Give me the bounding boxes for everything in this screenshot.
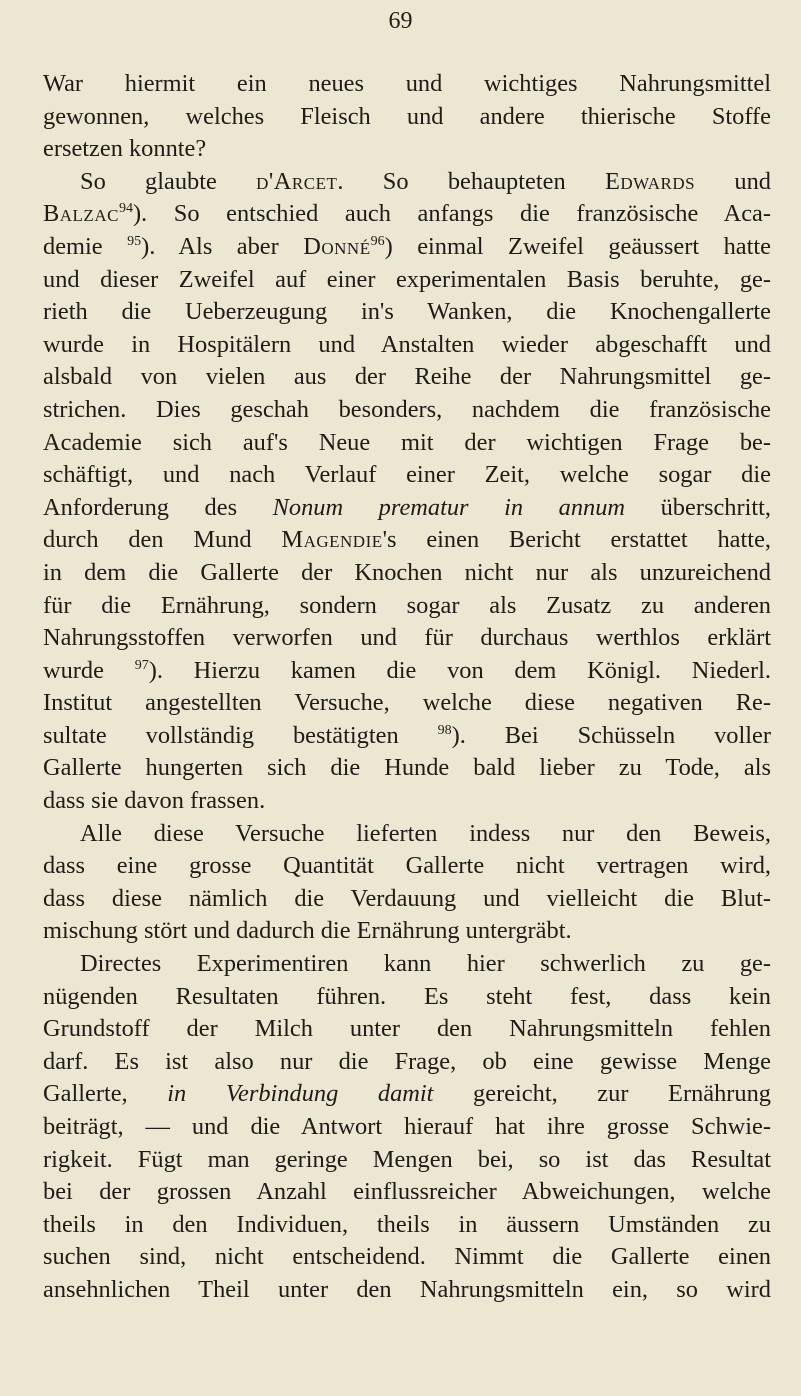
text-segment: und dieser Zweifel auf einer experimentalen Basis beruhte, ge-: [43, 265, 771, 293]
text-line: [43, 1241, 771, 1274]
text-line: [43, 329, 771, 362]
text-segment: strichen. Dies geschah besonders, nachdem die französische: [43, 395, 771, 423]
text-line: [43, 1209, 771, 1242]
text-line: [43, 459, 771, 492]
text-segment: ). Als aber: [141, 232, 304, 260]
text-segment: dass eine grosse Quantität Gallerte nicht vertragen wird,: [43, 852, 771, 880]
text-segment: Institut angestellten Versuche, welche diese negativen Re-: [43, 689, 771, 717]
body-text: [43, 68, 771, 1307]
author-name: d'Arcet: [256, 167, 338, 195]
text-segment: alsbald von vielen aus der Reihe der Nahrungsmittel ge-: [43, 363, 771, 391]
text-line: [43, 752, 771, 785]
text-segment: suchen sind, nicht entscheidend. Nimmt die Gallerte einen: [43, 1243, 771, 1271]
text-line: [43, 101, 771, 134]
footnote-ref: 97: [134, 657, 149, 673]
text-line: [43, 524, 771, 557]
text-segment: wurde in Hospitälern und Anstalten wieder abgeschafft und: [43, 330, 771, 358]
text-segment: für die Ernährung, sondern sogar als Zusatz zu anderen: [43, 591, 771, 619]
text-line: [43, 948, 771, 981]
text-segment: dass diese nämlich die Verdauung und vielleicht die Blut-: [43, 884, 771, 912]
text-line: [43, 394, 771, 427]
text-line: [43, 818, 771, 851]
text-line: [43, 850, 771, 883]
author-name: Balzac: [43, 200, 119, 228]
text-segment: Directes Experimentiren kann hier schwerlich zu ge-: [80, 950, 771, 978]
text-line: [43, 1046, 771, 1079]
text-segment: rieth die Ueberzeugung in's Wanken, die Knochengallerte: [43, 298, 771, 326]
text-segment: Academie sich auf's Neue mit der wichtigen Frage be-: [43, 428, 771, 456]
text-line: [43, 1176, 771, 1209]
text-segment: ) einmal Zweifel geäussert hatte: [384, 232, 771, 260]
text-segment: bei der grossen Anzahl einflussreicher Abweichungen, welche: [43, 1178, 771, 1206]
text-segment: So glaubte: [80, 167, 257, 195]
text-line: [43, 785, 771, 818]
text-segment: Anforderung des: [43, 493, 273, 521]
author-name: Magendie: [281, 526, 383, 554]
text-line: [43, 1013, 771, 1046]
text-segment: ). So entschied auch anfangs die französische Aca-: [132, 200, 771, 228]
text-line: [43, 68, 771, 101]
text-segment: ). Hierzu kamen die von dem Königl. Niederl.: [148, 656, 771, 684]
text-segment: 's einen Bericht erstattet hatte,: [382, 526, 771, 554]
text-line: [43, 1078, 771, 1111]
text-segment: durch den Mund: [43, 526, 282, 554]
text-segment: theils in den Individuen, theils in äussern Umständen zu: [43, 1210, 771, 1238]
text-segment: rigkeit. Fügt man geringe Mengen bei, so ist das Resultat: [43, 1145, 771, 1173]
text-segment: ansehnlichen Theil unter den Nahrungsmitteln ein, so wird: [43, 1275, 771, 1303]
footnote-ref: 94: [118, 201, 133, 217]
footnote-ref: 96: [370, 233, 385, 249]
author-name: Donné: [303, 232, 371, 260]
text-segment: darf. Es ist also nur die Frage, ob eine gewisse Menge: [43, 1047, 771, 1075]
text-line: [43, 915, 771, 948]
text-line: [43, 296, 771, 329]
text-line: [43, 557, 771, 590]
text-segment: Gallerte hungerten sich die Hunde bald lieber zu Tode, als: [43, 754, 771, 782]
text-segment: demie: [43, 232, 128, 260]
text-line: [43, 622, 771, 655]
text-line: [43, 427, 771, 460]
text-segment: wurde: [43, 656, 135, 684]
text-segment: mischung stört und dadurch die Ernährung untergräbt.: [43, 917, 572, 945]
author-name: Edwards: [604, 167, 696, 195]
text-line: [43, 133, 771, 166]
text-segment: gewonnen, welches Fleisch und andere thierische Stoffe: [43, 102, 771, 130]
text-segment: und: [695, 167, 772, 195]
text-segment: Gallerte,: [43, 1080, 168, 1108]
text-segment: nügenden Resultaten führen. Es steht fest, dass kein: [43, 982, 771, 1010]
text-line: [43, 590, 771, 623]
text-line: [43, 264, 771, 297]
text-segment: . So behaupteten: [337, 167, 605, 195]
text-segment: Alle diese Versuche lieferten indess nur den Beweis,: [80, 819, 771, 847]
text-segment: in Verbindung damit: [167, 1080, 434, 1108]
text-segment: sultate vollständig bestätigten: [43, 721, 438, 749]
text-segment: ersetzen konnte?: [43, 135, 207, 163]
text-line: [43, 166, 771, 199]
text-segment: Grundstoff der Milch unter den Nahrungsmitteln fehlen: [43, 1015, 771, 1043]
text-segment: War hiermit ein neues und wichtiges Nahrungsmittel: [43, 70, 771, 97]
text-segment: dass sie davon frassen.: [43, 787, 266, 815]
text-line: [43, 1144, 771, 1177]
text-line: [43, 198, 771, 231]
text-line: [43, 1111, 771, 1144]
text-line: [43, 883, 771, 916]
text-segment: Nonum prematur in annum: [272, 493, 626, 521]
page-number: 69: [388, 8, 413, 34]
text-line: [43, 981, 771, 1014]
text-line: [43, 1274, 771, 1307]
text-segment: in dem die Gallerte der Knochen nicht nur als unzureichend: [43, 558, 771, 586]
text-line: [43, 231, 771, 264]
footnote-ref: 98: [437, 722, 452, 738]
text-line: [43, 492, 771, 525]
text-segment: Nahrungsstoffen verworfen und für durchaus werthlos erklärt: [43, 624, 771, 652]
text-segment: beiträgt, — und die Antwort hierauf hat ihre grosse Schwie-: [43, 1113, 771, 1140]
text-line: [43, 655, 771, 688]
footnote-ref: 95: [127, 233, 142, 249]
text-line: [43, 720, 771, 753]
text-line: [43, 687, 771, 720]
text-segment: schäftigt, und nach Verlauf einer Zeit, welche sogar die: [43, 461, 771, 489]
text-segment: gereicht, zur Ernährung: [433, 1080, 771, 1108]
text-line: [43, 361, 771, 394]
text-segment: überschritt,: [625, 493, 772, 521]
text-segment: ). Bei Schüsseln voller: [451, 721, 771, 749]
